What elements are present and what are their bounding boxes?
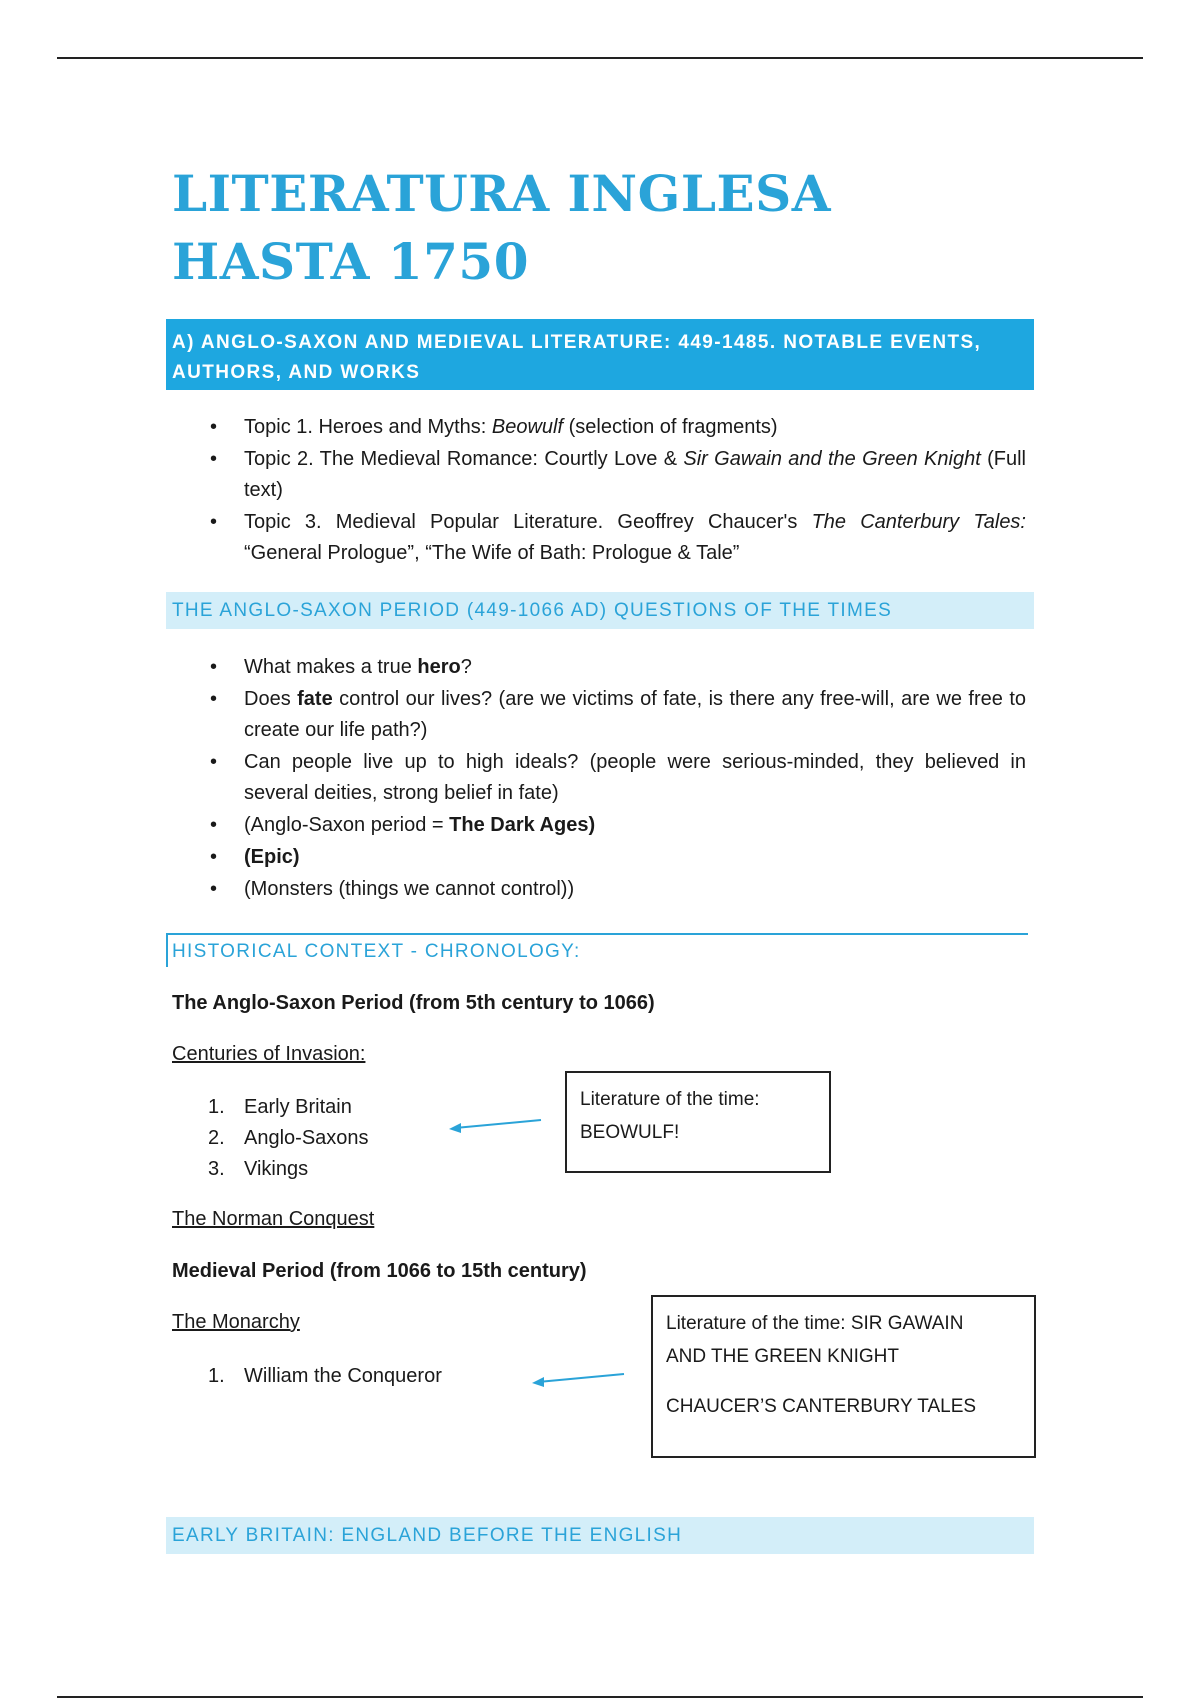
monarchy-list [0,1361,442,1392]
arrow-left-icon [528,1368,628,1398]
title-line-2: HASTA 1750 [172,232,529,291]
list-item: • Can people live up to high ideals? (people were serious-minded, they believed in several deities, strong belief in fate) [244,747,1026,809]
list-item: • Topic 1. Heroes and Myths: Beowulf (selection of fragments) [244,412,1026,443]
medieval-period-subheading: Medieval Period (from 1066 to 15th century) [172,1260,587,1282]
anglo-saxon-period-subheading: The Anglo-Saxon Period (from 5th century to 1066) [172,992,655,1014]
anglo-saxon-heading: THE ANGLO-SAXON PERIOD (449-1066 AD) QUESTIONS OF THE TIMES [166,592,1034,629]
box-line: AND THE GREEN KNIGHT [666,1346,899,1367]
list-item: 1. Early Britain [208,1096,352,1118]
bottom-rule [57,1696,1143,1698]
early-britain-heading: EARLY BRITAIN: ENGLAND BEFORE THE ENGLISH [166,1517,1034,1554]
questions-list [0,652,1026,906]
box-line: Literature of the time: [580,1089,760,1110]
list-item: • Topic 3. Medieval Popular Literature. Geoffrey Chaucer's The Canterbury Tales: “General Prologue”, “The Wife of Bath: Prologue & Tale” [244,507,1026,569]
page-title [172,160,1072,296]
invasion-label: Centuries of Invasion: [172,1043,366,1065]
list-item: • (Epic) [244,842,1026,873]
section-a-heading-line-1: A) ANGLO-SAXON AND MEDIEVAL LITERATURE: 449-1485. NOTABLE EVENTS, [172,332,982,353]
box-line: CHAUCER’S CANTERBURY TALES [666,1396,977,1417]
invasion-list [0,1092,369,1185]
norman-conquest-label: The Norman Conquest [172,1208,375,1230]
list-item: • What makes a true hero? [244,652,1026,683]
list-item: 3. Vikings [208,1158,309,1180]
top-rule [57,57,1143,59]
gawain-chaucer-note-box [651,1295,1036,1458]
title-line-1: LITERATURA INGLESA [172,164,831,223]
monarchy-label: The Monarchy [172,1311,300,1333]
list-item: 2. Anglo-Saxons [208,1127,369,1149]
arrow-left-icon [445,1112,545,1142]
list-item: 1. William the Conqueror [208,1365,442,1387]
list-item: • (Anglo-Saxon period = The Dark Ages) [244,810,1026,841]
section-a-heading [166,319,1034,390]
section-a-heading-line-2: AUTHORS, AND WORKS [172,362,421,383]
beowulf-note-box [565,1071,831,1173]
historical-context-heading: HISTORICAL CONTEXT - CHRONOLOGY: [166,933,1028,967]
list-item: • (Monsters (things we cannot control)) [244,874,1026,905]
box-line: Literature of the time: SIR GAWAIN [666,1313,964,1334]
box-line: BEOWULF! [580,1122,680,1143]
topics-list [0,412,1026,570]
list-item: • Does fate control our lives? (are we victims of fate, is there any free-will, are we free to create our life path?) [244,684,1026,746]
list-item: • Topic 2. The Medieval Romance: Courtly Love & Sir Gawain and the Green Knight (Full text) [244,444,1026,506]
